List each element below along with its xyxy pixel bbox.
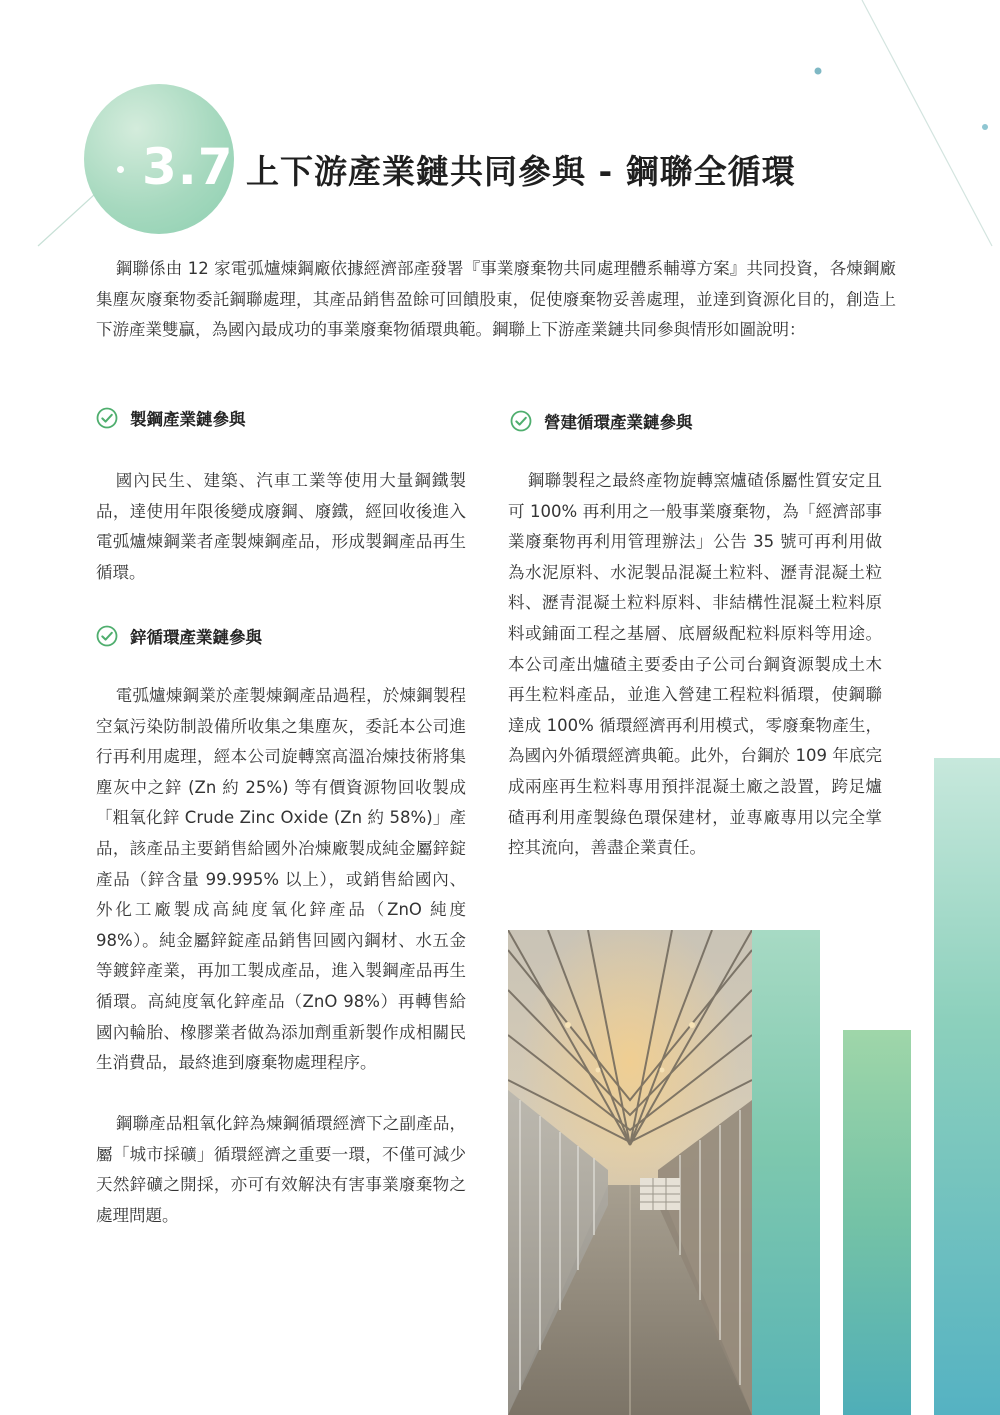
check-circle-icon	[96, 625, 118, 647]
decorative-bar	[843, 1030, 911, 1415]
factory-interior-photo	[508, 930, 752, 1415]
check-circle-icon	[510, 410, 532, 432]
zinc-chain-paragraph-2: 鋼聯產品粗氧化鋅為煉鋼循環經濟下之副產品，屬「城市採礦」循環經濟之重要一環，不僅可減少天然鋅礦之開採，亦可有效解決有害事業廢棄物之處理問題。	[96, 1114, 466, 1225]
steel-chain-heading-text: 製鋼產業鏈參與	[130, 410, 246, 429]
steel-chain-heading	[96, 406, 246, 430]
construction-chain-heading-text: 營建循環產業鏈參與	[544, 413, 693, 432]
construction-chain-paragraph: 鋼聯製程之最終產物旋轉窯爐碴係屬性質安定且可 100% 再利用之一般事業廢棄物，為「經濟部事業廢棄物再利用管理辦法」公告 35 號可再利用做為水泥原料、水泥製品混凝土粒料、瀝青混凝土粒料、瀝青混凝土粒料原料、非結構性混凝土粒料原料或鋪面工程之基層、底層級配粒料原料等用途。本公司產出爐碴主要委由子公司台鋼資源製成土木再生粒料產品，並進入營建工程粒料循環，使鋼聯達成 100% 循環經濟再利用模式，零廢棄物產生，為國內外循環經濟典範。此外，台鋼於 109 年底完成兩座再生粒料專用預拌混凝土廠之設置，跨足爐碴再利用產製綠色環保建材，並專廠專用以完全掌控其流向，善盡企業責任。	[508, 471, 882, 858]
intro-paragraph: 鋼聯係由 12 家電弧爐煉鋼廠依據經濟部產發署『事業廢棄物共同處理體系輔導方案』共同投資，各煉鋼廠集塵灰廢棄物委託鋼聯處理，其產品銷售盈餘可回饋股東，促使廢棄物妥善處理，並達到資源化目的，創造上下游產業雙贏，為國內最成功的事業廢棄物循環典範。鋼聯上下游產業鏈共同參與情形如圖說明：	[96, 259, 896, 339]
construction-chain-heading	[510, 409, 693, 433]
decorative-bar	[752, 930, 820, 1415]
steel-chain-paragraph: 國內民生、建築、汽車工業等使用大量鋼鐵製品，達使用年限後變成廢鋼、廢鐵，經回收後進入電弧爐煉鋼業者產製煉鋼產品，形成製鋼產品再生循環。	[96, 471, 466, 582]
zinc-chain-paragraph-1: 電弧爐煉鋼業於產製煉鋼產品過程，於煉鋼製程空氣污染防制設備所收集之集塵灰，委託本公司進行再利用處理，經本公司旋轉窯高溫冶煉技術將集塵灰中之鋅 (Zn 約 25%) 等有價資源物回收製成「粗氧化鋅 Crude Zinc Oxide (Zn 約 58%)」產品，該產品主要銷售給國外冶煉廠製成純金屬鋅錠產品（鋅含量 99.995% 以上），或銷售給國內、外化工廠製成高純度氧化鋅產品（ZnO 純度 98%）。純金屬鋅錠產品銷售回國內鋼材、水五金等鍍鋅產業，再加工製成產品，進入製鋼產品再生循環。高純度氧化鋅產品（ZnO 98%）再轉售給國內輪胎、橡膠業者做為添加劑重新製作成相關民生消費品，最終進到廢棄物處理程序。	[96, 686, 466, 1073]
zinc-chain-heading	[96, 624, 262, 648]
zinc-chain-heading-text: 鋅循環產業鏈參與	[130, 628, 262, 647]
decorative-bar	[934, 758, 1000, 1415]
section-title: 上下游產業鏈共同參與 - 鋼聯全循環	[246, 152, 796, 191]
section-number: 3.7	[142, 138, 234, 196]
check-circle-icon	[96, 407, 118, 429]
bullet-dot	[117, 166, 124, 173]
